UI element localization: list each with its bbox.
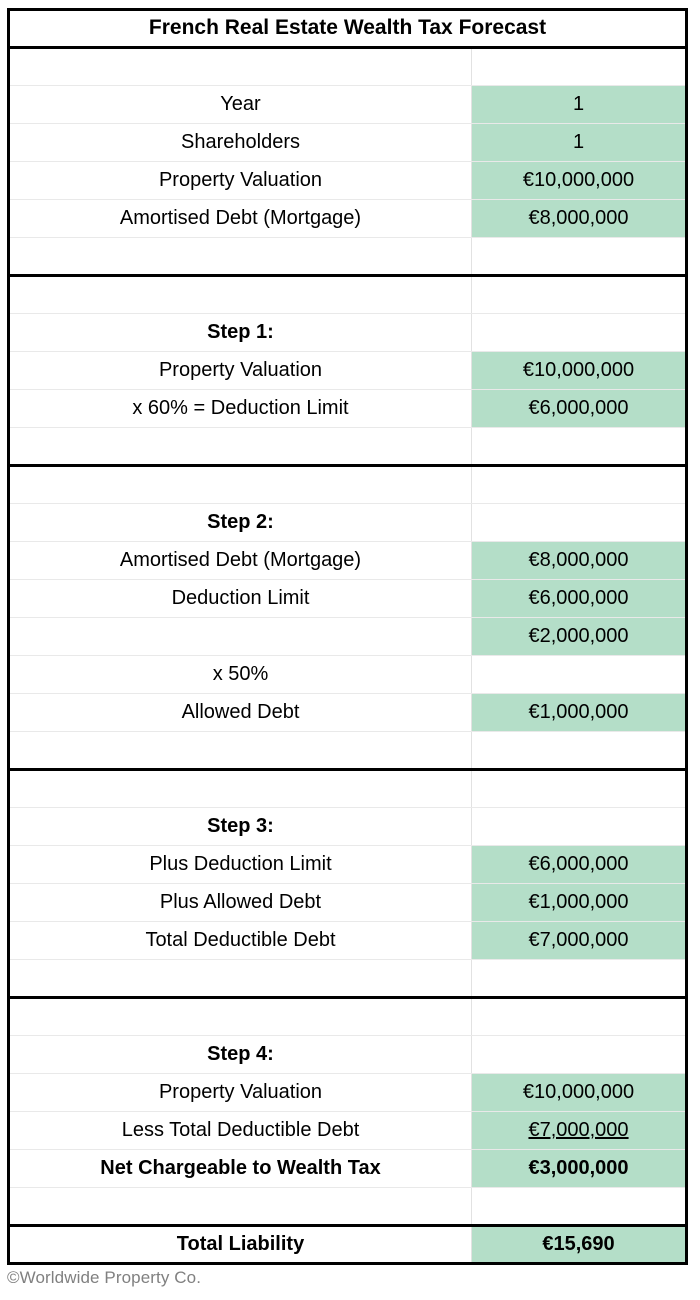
- table-row-step-3-heading: [9, 808, 687, 846]
- table-row: [9, 238, 687, 276]
- row-label: Net Chargeable to Wealth Tax: [9, 1150, 472, 1188]
- table-row: [9, 1074, 687, 1112]
- table-row-step-1-heading: [9, 314, 687, 352]
- table-row: [9, 580, 687, 618]
- row-value: €1,000,000: [472, 884, 687, 922]
- row-value: €8,000,000: [472, 200, 687, 238]
- row-label: x 50%: [9, 656, 472, 694]
- row-value: [472, 276, 687, 314]
- table-row: [9, 428, 687, 466]
- row-label: [9, 238, 472, 276]
- row-value: [472, 1036, 687, 1074]
- row-value: [472, 466, 687, 504]
- row-label: [9, 960, 472, 998]
- row-label: [9, 998, 472, 1036]
- table-row: [9, 1188, 687, 1226]
- table-row: [9, 390, 687, 428]
- row-label: [9, 276, 472, 314]
- table-row: [9, 732, 687, 770]
- table-row-net-chargeable: [9, 1150, 687, 1188]
- row-value: [472, 656, 687, 694]
- row-label: Shareholders: [9, 124, 472, 162]
- row-value: €7,000,000: [472, 922, 687, 960]
- row-label: [9, 770, 472, 808]
- row-value: [472, 238, 687, 276]
- table-title-row: [9, 10, 687, 48]
- step-heading: Step 3:: [9, 808, 472, 846]
- row-value: [472, 504, 687, 542]
- row-label: Less Total Deductible Debt: [9, 1112, 472, 1150]
- table-row: [9, 960, 687, 998]
- row-value: 1: [472, 124, 687, 162]
- row-value: €10,000,000: [472, 1074, 687, 1112]
- table-row-step-4-heading: [9, 1036, 687, 1074]
- row-value: €7,000,000: [472, 1112, 687, 1150]
- table-row: [9, 846, 687, 884]
- row-label: [9, 428, 472, 466]
- row-value: €8,000,000: [472, 542, 687, 580]
- table-row: [9, 998, 687, 1036]
- table-row: [9, 200, 687, 238]
- step-heading: Step 4:: [9, 1036, 472, 1074]
- table-row: [9, 86, 687, 124]
- row-value: €10,000,000: [472, 352, 687, 390]
- table-row-total-liability: [9, 1226, 687, 1264]
- total-liability-label: Total Liability: [9, 1226, 472, 1264]
- row-value: [472, 732, 687, 770]
- row-value: €3,000,000: [472, 1150, 687, 1188]
- row-value: [472, 998, 687, 1036]
- row-label: [9, 618, 472, 656]
- table-row: [9, 276, 687, 314]
- row-label: [9, 732, 472, 770]
- row-value: €1,000,000: [472, 694, 687, 732]
- table-row: [9, 162, 687, 200]
- copyright-credit: ©Worldwide Property Co.: [7, 1268, 202, 1287]
- row-value: [472, 428, 687, 466]
- row-label: Year: [9, 86, 472, 124]
- row-label: [9, 1188, 472, 1226]
- table-row: [9, 542, 687, 580]
- wealth-tax-table: [7, 8, 688, 1265]
- table-row-step-2-heading: [9, 504, 687, 542]
- row-value: [472, 960, 687, 998]
- table-row: [9, 694, 687, 732]
- row-label: Plus Allowed Debt: [9, 884, 472, 922]
- row-label: Total Deductible Debt: [9, 922, 472, 960]
- row-value: [472, 314, 687, 352]
- row-value: [472, 48, 687, 86]
- table-row: [9, 922, 687, 960]
- row-label: Amortised Debt (Mortgage): [9, 200, 472, 238]
- row-label: [9, 466, 472, 504]
- row-label: Amortised Debt (Mortgage): [9, 542, 472, 580]
- step-heading: Step 2:: [9, 504, 472, 542]
- table-row: [9, 466, 687, 504]
- row-label: Property Valuation: [9, 1074, 472, 1112]
- row-label: Property Valuation: [9, 162, 472, 200]
- row-label: Deduction Limit: [9, 580, 472, 618]
- row-value: €6,000,000: [472, 580, 687, 618]
- row-value: €2,000,000: [472, 618, 687, 656]
- table-row: [9, 656, 687, 694]
- row-value: [472, 808, 687, 846]
- row-label: Allowed Debt: [9, 694, 472, 732]
- step-heading: Step 1:: [9, 314, 472, 352]
- table-row: [9, 352, 687, 390]
- page-title: French Real Estate Wealth Tax Forecast: [9, 10, 687, 48]
- table-row: [9, 1112, 687, 1150]
- row-label: Plus Deduction Limit: [9, 846, 472, 884]
- table-row: [9, 770, 687, 808]
- row-label: Property Valuation: [9, 352, 472, 390]
- table-row: [9, 124, 687, 162]
- row-value: 1: [472, 86, 687, 124]
- table-row: [9, 618, 687, 656]
- row-label: x 60% = Deduction Limit: [9, 390, 472, 428]
- row-value: €6,000,000: [472, 390, 687, 428]
- row-label: [9, 48, 472, 86]
- table-row: [9, 48, 687, 86]
- total-liability-value: €15,690: [472, 1226, 687, 1264]
- row-value: €10,000,000: [472, 162, 687, 200]
- row-value: €6,000,000: [472, 846, 687, 884]
- row-value: [472, 770, 687, 808]
- table-row: [9, 884, 687, 922]
- row-value: [472, 1188, 687, 1226]
